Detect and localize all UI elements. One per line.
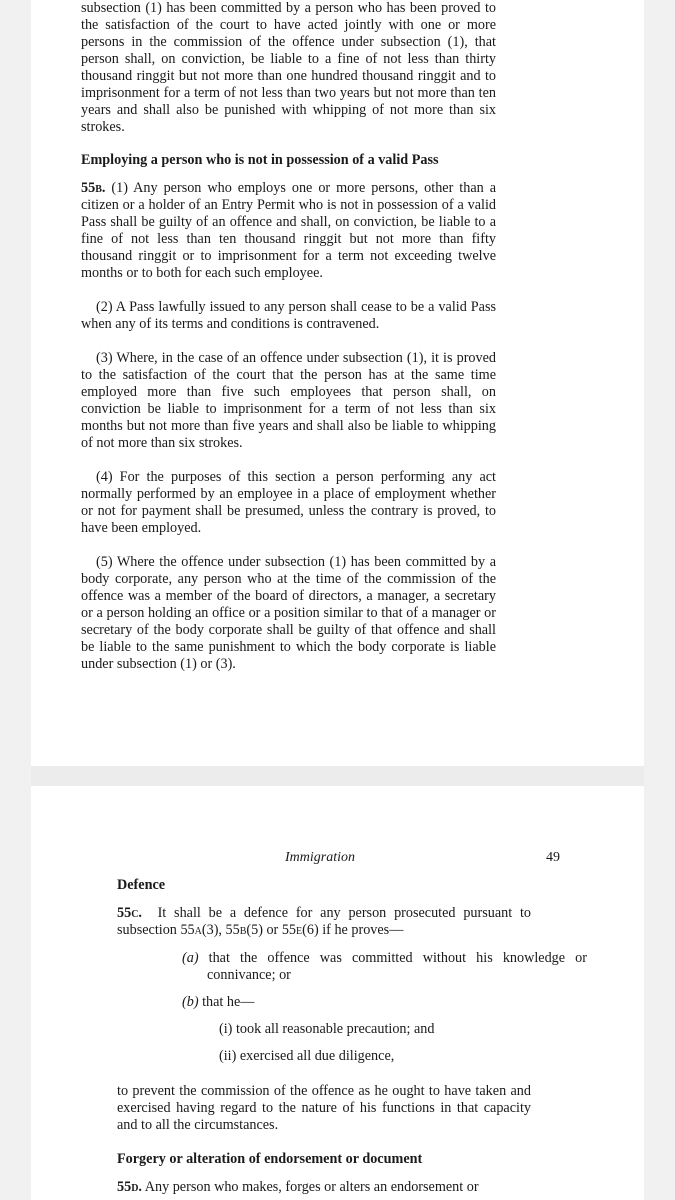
page-separator (31, 766, 644, 786)
section-55c-ref-2: b (239, 922, 247, 938)
section-55c-text-3: (5) or 55 (246, 922, 297, 938)
section-55b-4: (4) For the purposes of this section a person performing any act normally performed by an employee in a place of employment whether or not for payment shall be presumed, unless the contrary is proved, to have been employed. (81, 469, 496, 536)
closing-paragraph: to prevent the commission of the offence as he ought to have taken and exercised having regard to the nature of his functions in that capacity and to all the circumstances. (117, 1083, 531, 1133)
section-55c-ref-3: e (296, 922, 303, 938)
section-55b-1 (81, 180, 496, 282)
section-heading-55b: Employing a person who is not in possession of a valid Pass (81, 152, 439, 168)
section-55d (117, 1179, 531, 1196)
sub-item-ii: (ii) exercised all due diligence, (219, 1048, 395, 1064)
section-55b-1-text: (1) Any person who employs one or more persons, other than a citizen or a holder of an Entry Permit who is not in possession of a valid Pass shall be guilty of an offence and shall, on conviction, be liable to a fine of not less than ten thousand ringgit but not more than fifty thousand ringgit or to imprisonment for a term not exceeding twelve months or to both for each such employee. (81, 180, 497, 281)
running-title: Immigration (285, 850, 355, 865)
section-55c-text-2: (3), 55 (201, 922, 240, 938)
section-55b-3: (3) Where, in the case of an offence under subsection (1), it is proved to the satisfaction of the court that the person has at the same time employed more than five such employees that person shall, on conviction be liable to imprisonment for a term of not less than six months but not more than five years and shall also be liable to whipping of not more than six strokes. (81, 350, 496, 451)
list-item-a (182, 950, 587, 984)
section-number-55b: 55b. (81, 180, 106, 196)
section-55d-text: Any person who makes, forges or alters an endorsement or (144, 1179, 479, 1195)
list-item-a-label: (a) (182, 950, 199, 966)
paragraph-continuation: subsection (1) has been committed by a person who has been proved to the satisfaction of the court to have acted jointly with one or more persons in the commission of the offence under subsection (1), that person shall, on conviction, be liable to a fine of not less than thirty thousand ringgit but not more than one hundred thousand ringgit and to imprisonment for a term of not less than two years but not more than ten years and shall also be punished with whipping of not more than six strokes. (81, 0, 496, 135)
section-55c-text-4: (6) if he proves— (302, 922, 404, 938)
list-item-b-label: (b) (182, 994, 199, 1010)
section-55c (117, 905, 531, 939)
section-number-55d: 55d. (117, 1179, 142, 1195)
section-heading-defence: Defence (117, 877, 166, 893)
list-item-b-text: that he— (202, 994, 255, 1010)
list-item-a-text: that the offence was committed without his knowledge or connivance; or (207, 950, 587, 983)
section-55b-2: (2) A Pass lawfully issued to any person shall cease to be a valid Pass when any of its terms and conditions is contravened. (81, 299, 496, 332)
section-55b-5: (5) Where the offence under subsection (1) has been committed by a body corporate, any person who at the time of the commission of the offence was a member of the board of directors, a manager, a secretary or a person holding an office or a position similar to that of a manager or secretary of the body corporate shall be guilty of that offence and shall be liable to the same punishment to which the body corporate is liable under subsection (1) or (3). (81, 554, 496, 672)
section-number-55c: 55c. (117, 905, 142, 921)
section-heading-55d: Forgery or alteration of endorsement or document (117, 1151, 423, 1167)
sub-item-i: (i) took all reasonable precaution; and (219, 1021, 435, 1037)
list-item-b (182, 994, 587, 1011)
page-number: 49 (546, 850, 560, 865)
section-55c-text-1: It shall be a defence for any person prosecuted pursuant to subsection 55 (117, 905, 532, 938)
section-55c-ref-1: a (194, 922, 202, 938)
